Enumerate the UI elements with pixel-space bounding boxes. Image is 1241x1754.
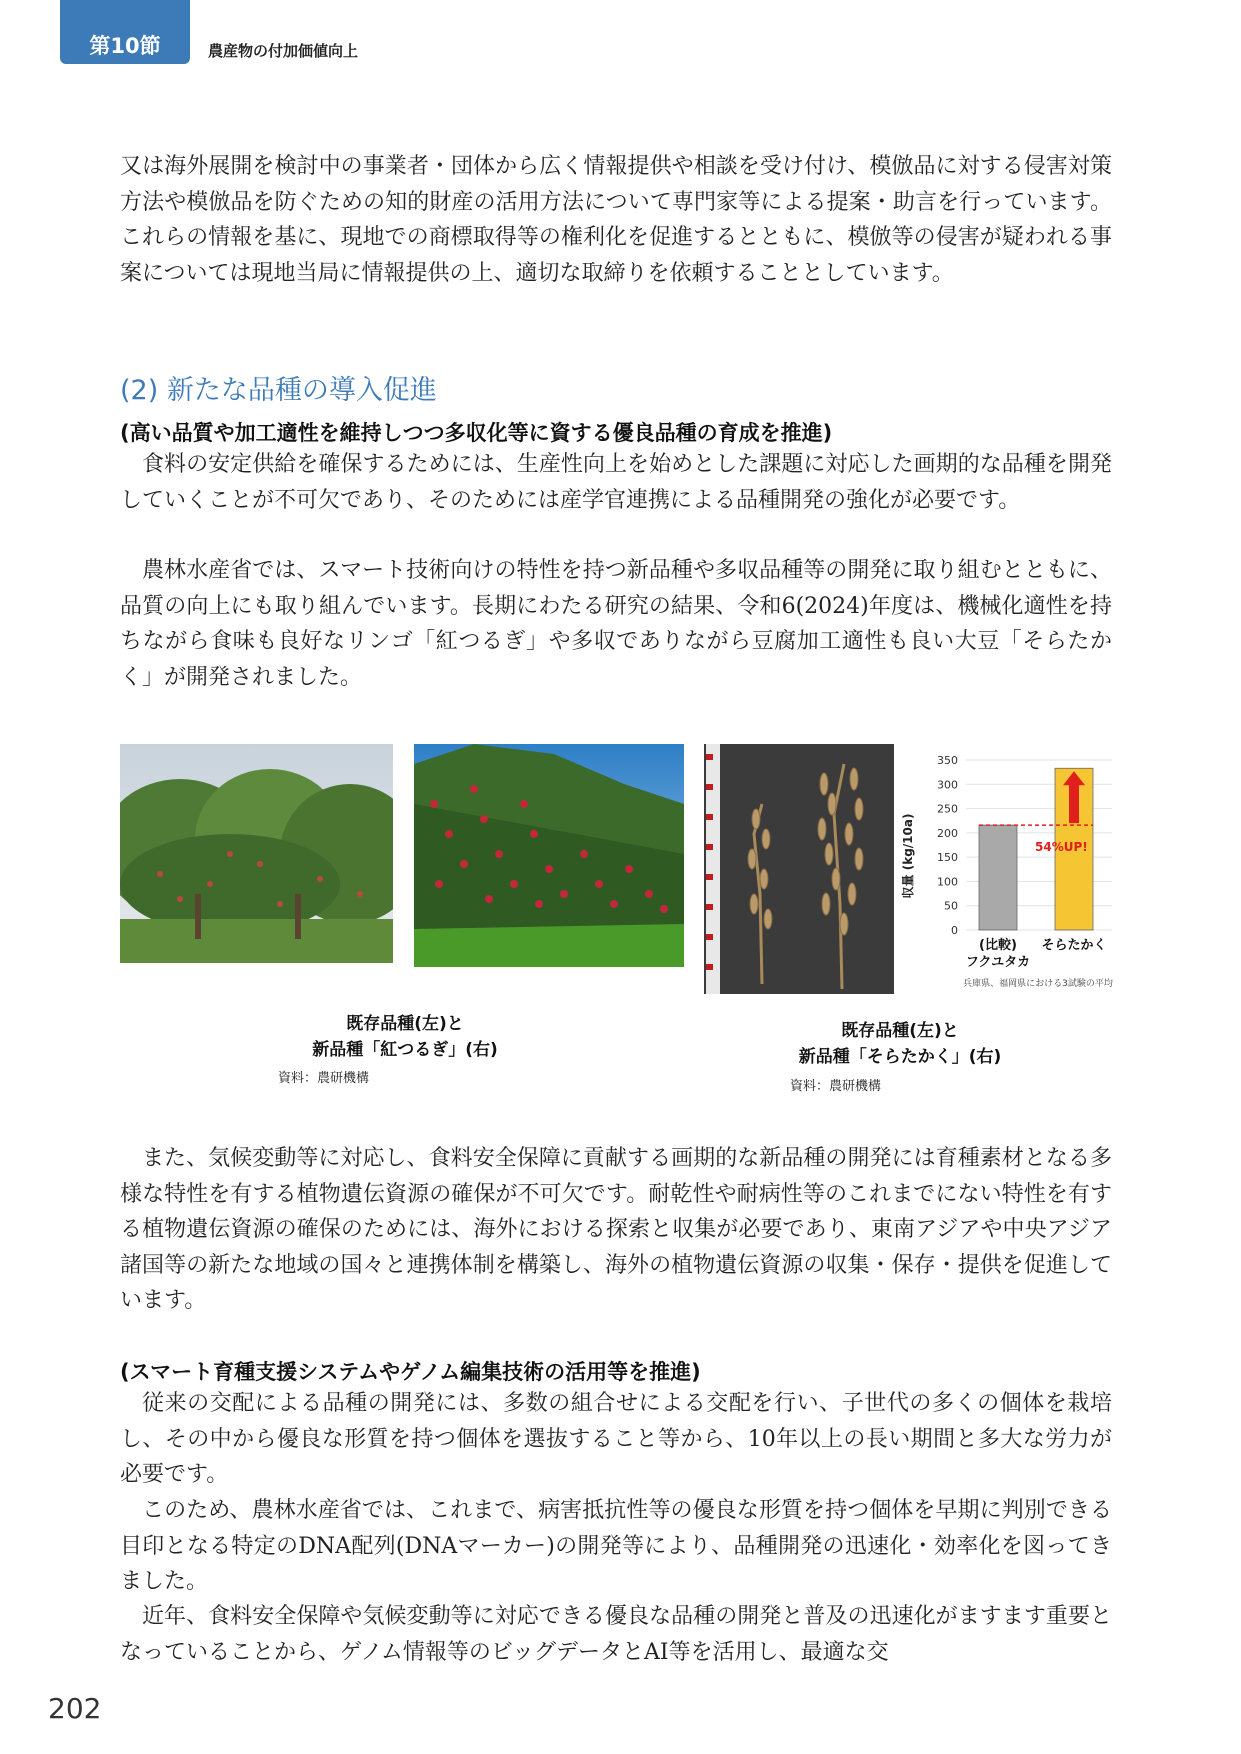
figure-right-caption [770,1018,1030,1070]
y-tick-label: 200 [937,826,958,840]
paragraph-6-text: 近年、食料安全保障や気候変動等に対応できる優良な品種の開発と普及の迅速化がますます重要となっていることから、ゲノム情報等のビッグデータとAI等を活用し、最適な交 [120,1604,1112,1665]
figure-left-caption-line2: 新品種「紅つるぎ」(右) [312,1040,498,1060]
subheading-smart-breeding: (スマート育種支援システムやゲノム編集技術の活用等を推進) [120,1360,701,1384]
y-tick-label: 250 [937,802,958,816]
bar-fukuyutaka [979,825,1017,930]
chapter-title: 農産物の付加価値向上 [208,42,359,60]
y-tick-label: 50 [944,899,958,913]
figure-left-caption [280,1011,530,1063]
paragraph-5-text: このため、農林水産省では、これまで、病害抵抗性等の優良な形質を持つ個体を早期に判別できる目印となる特定のDNA配列(DNAマーカー)の開発等により、品種開発の迅速化・効率化を図ってきました。 [120,1498,1112,1594]
paragraph-3 [120,1141,1112,1319]
figure-left-caption-line1: 既存品種(左)と [346,1014,464,1034]
y-tick-label: 150 [937,851,958,865]
subheading-breeding: (高い品質や加工適性を維持しつつ多収化等に資する優良品種の育成を推進) [120,421,833,445]
y-tick-label: 100 [937,875,958,889]
paragraph-4-text: 従来の交配による品種の開発には、多数の組合せによる交配を行い、子世代の多くの個体を栽培し、その中から優良な形質を持つ個体を選抜すること等から、10年以上の長い期間と多大な労力が必要です。 [120,1391,1112,1487]
section-number: 第10節 [89,34,161,58]
apple-photo-existing [120,744,393,963]
category-label-soratakaku: そらたかく [1041,938,1107,953]
paragraph-2-text: 農林水産省では、スマート技術向けの特性を持つ新品種や多収品種等の開発に取り組むとともに、品質の向上にも取り組んでいます。長期にわたる研究の結果、令和6(2024)年度は、機械化適性を持ちながら食味も良好なリンゴ「紅つるぎ」や多収でありながら豆腐加工適性も良い大豆「そらたかく」が開発されました。 [120,558,1112,690]
paragraph-4 [120,1386,1112,1493]
y-tick-label: 300 [937,778,958,792]
figure-right-source: 資料：農研機構 [790,1079,882,1094]
soybean-photo [704,744,894,994]
y-tick-label: 0 [951,924,958,937]
chart-note: 兵庫県、福岡県における3試験の平均 [963,979,1113,989]
figure-right-caption-line2: 新品種「そらたかく」(右) [798,1047,1002,1067]
category-label-fukuyutaka: フクユタカ [965,955,1031,970]
paragraph-2 [120,553,1112,695]
y-axis-label: 収量 (kg/10a) [901,813,915,899]
paragraph-1-text: 食料の安定供給を確保するためには、生産性向上を始めとした課題に対応した画期的な品種を開発していくことが不可欠であり、そのためには産学官連携による品種開発の強化が必要です。 [120,452,1112,513]
paragraph-1 [120,447,1112,518]
category-label-compare: (比較) [979,938,1017,953]
paragraph-3-text: また、気候変動等に対応し、食料安全保障に貢献する画期的な新品種の開発には育種素材となる多様な特性を有する植物遺伝資源の確保が不可欠です。耐乾性や耐病性等のこれまでにない特性を有する植物遺伝資源の確保のためには、海外における探索と収集が必要であり、東南アジアや中央アジア諸国等の新たな地域の国々と連携体制を構築し、海外の植物遺伝資源の収集・保存・提供を促進しています。 [120,1146,1112,1313]
annotation-54-up: 54%UP! [1035,840,1088,854]
y-tick-label: 350 [937,754,958,767]
paragraph-5 [120,1493,1112,1600]
section-tab [60,0,190,64]
page-number: 202 [48,1692,102,1725]
intro-paragraph: 又は海外展開を検討中の事業者・団体から広く情報提供や相談を受け付け、模倣品に対する侵害対策方法や模倣品を防ぐための知的財産の活用方法について専門家等による提案・助言を行っています。これらの情報を基に、現地での商標取得等の権利化を促進するとともに、模倣等の侵害が疑われる事案については現地当局に情報提供の上、適切な取締りを依頼することとしています。 [120,154,1112,286]
section-title: (2) 新たな品種の導入促進 [120,375,437,406]
figure-right-caption-line1: 既存品種(左)と [841,1021,959,1041]
yield-chart [898,748,1122,998]
paragraph-6 [120,1599,1112,1670]
figure-left-source: 資料：農研機構 [278,1071,370,1086]
apple-photo-new [414,744,684,967]
